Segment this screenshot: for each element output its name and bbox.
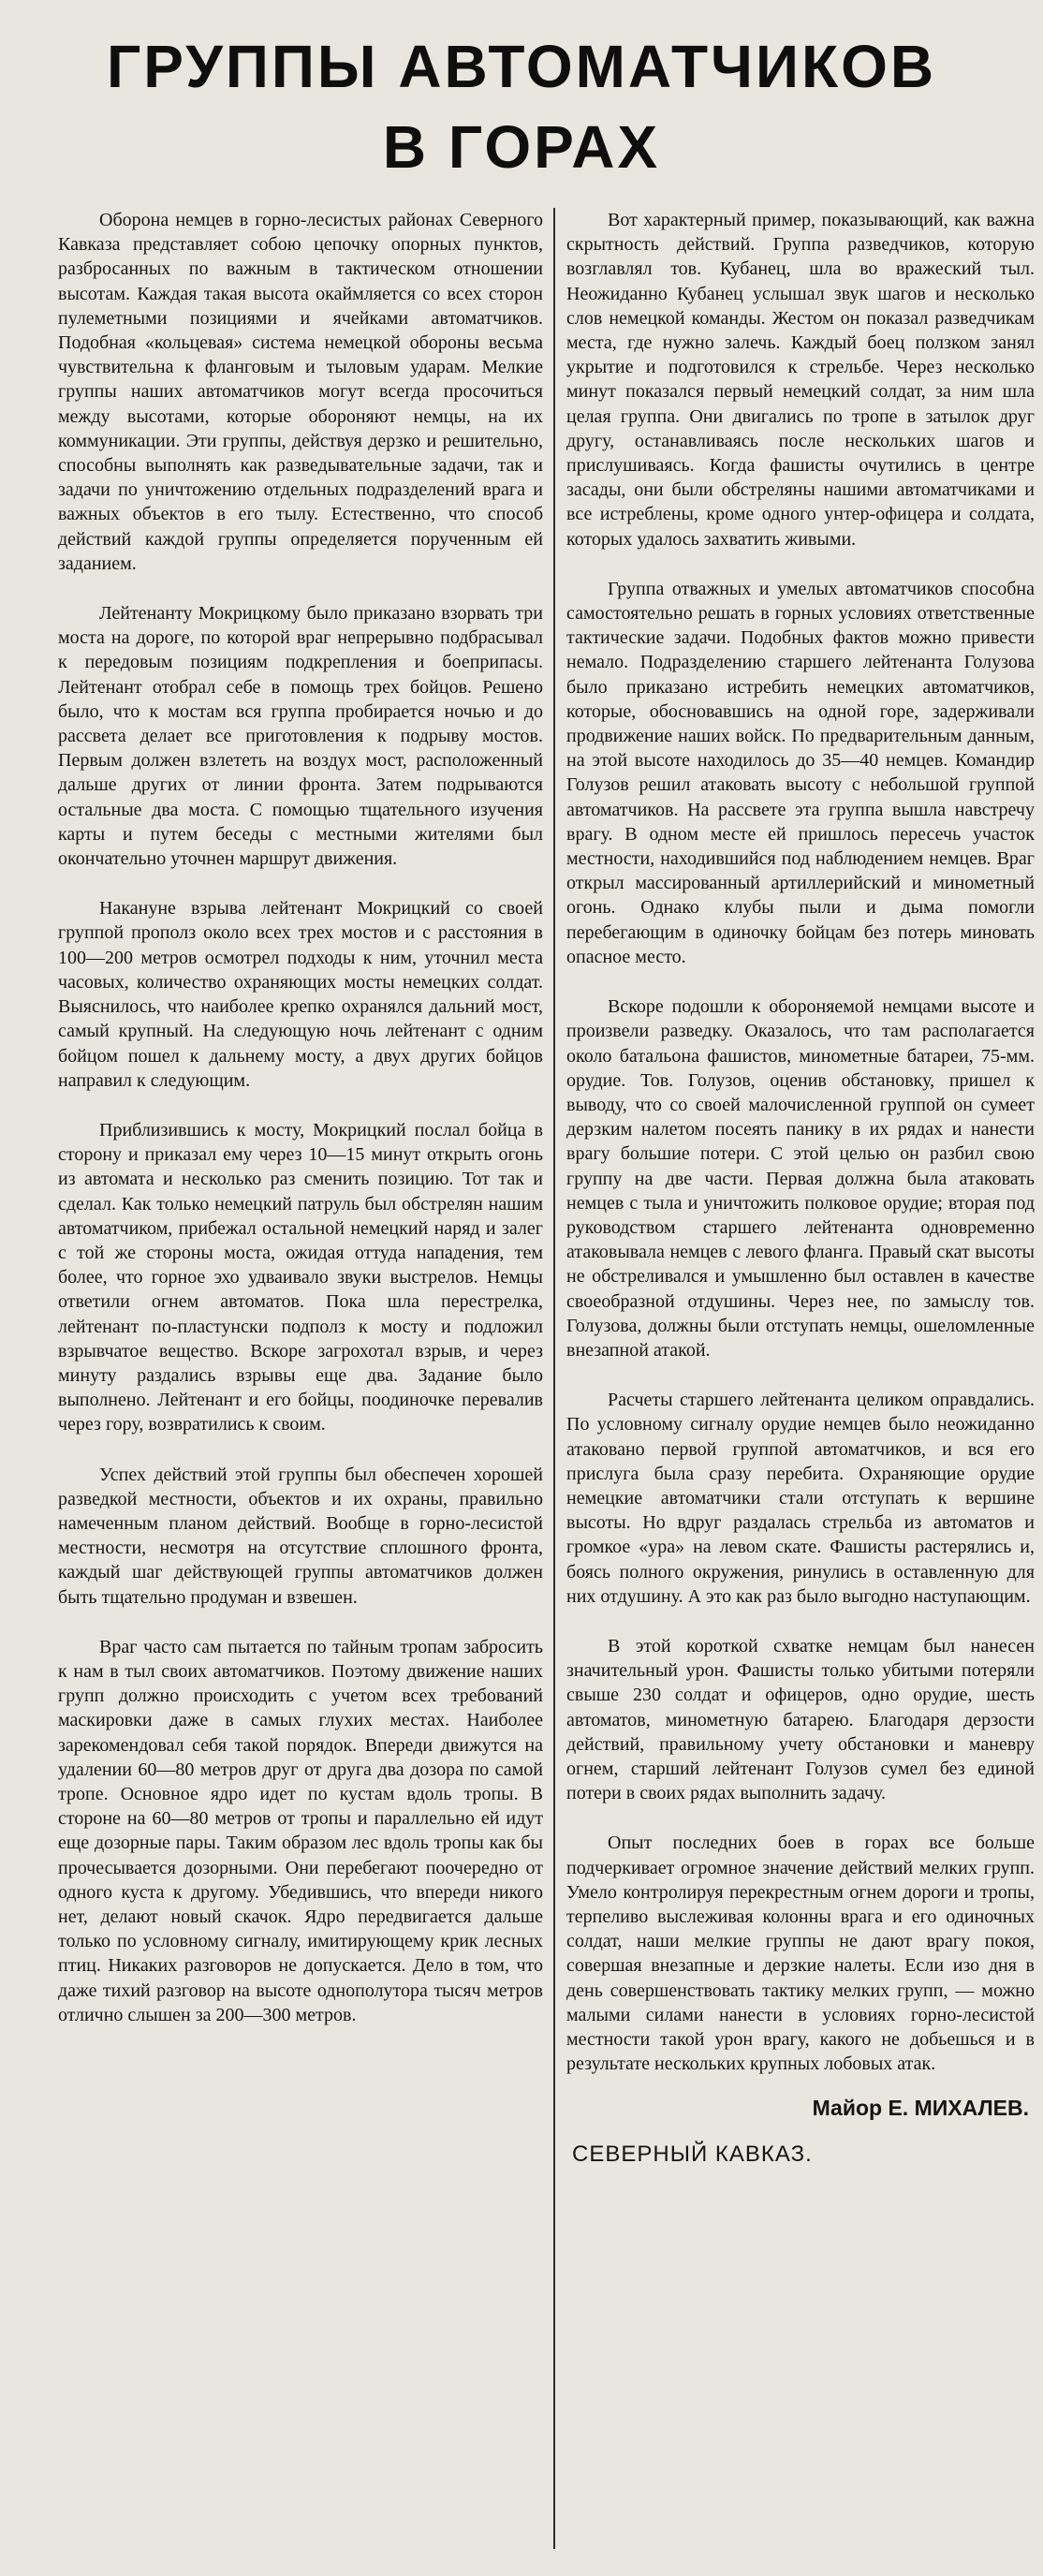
paragraph: Вскоре подошли к обороняемой немцами высоте и произвели разведку. Оказалось, что там располагается около батальона фашистов, минометные батареи, 75-мм. орудие. Тов. Голузов, оценив обстановку, пришел к выводу, что со своей малочисленной группой он сумеет дерзким налетом посеять панику в их рядах и нанести врагу большие потери. С этой целью он разбил свою группу на две части. Первая должна была атаковать немцев с тыла и уничтожить полковое орудие; вторая под руководством старшего лейтенанта одновременно атаковывала немцев с левого фланга. Правый скат высоты не обстреливался и умышленно был оставлен в качестве своеобразной отдушины. Через нее, по замыслу тов. Голузова, должны были отступать немцы, ошеломленные внезапной атакой.	[566, 996, 1035, 1361]
paragraph: Вот характерный пример, показывающий, как важна скрытность действий. Группа разведчиков, которую возглавлял тов. Кубанец, шла во вражеский тыл. Неожиданно Кубанец услышал звук шагов и несколько слов немецкой команды. Жестом он показал разведчикам места, где нужно залечь. Каждый боец ползком занял укрытие и подготовился к стрельбе. Через несколько минут показался первый немецкий солдат, за ним шла целая группа. Они двигались по тропе в затылок друг другу, останавливаясь после нескольких шагов и прислушиваясь. Когда фашисты очутились в центре засады, они были обстреляны нашими автоматчиками и все истреблены, кроме одного унтер-офицера и солдата, которых удалось захватить живыми.	[566, 210, 1035, 550]
paragraph: Лейтенанту Мокрицкому было приказано взорвать три моста на дороге, по которой враг непрерывно подбрасывал к передовым позициям подкрепления и боеприпасы. Лейтенант отобрал себе в помощь трех бойцов. Решено было, что к мостам вся группа пробирается ночью и до рассвета делает все приготовления к подрыву мостов. Первым должен взлететь на воздух мост, расположенный дальше других от линии фронта. Затем подрываются остальные два моста. С помощью тщательного изучения карты и путем беседы с местными жителями был окончательно уточнен маршрут движения.	[58, 603, 543, 870]
paragraph: Враг часто сам пытается по тайным тропам забросить к нам в тыл своих автоматчиков. Поэтому движение наших групп должно происходить с учетом всех требований маскировки даже в самых глухих местах. Наиболее зарекомендовал себя такой порядок. Впереди движутся на удалении 60—80 метров друг от друга два дозора по самой тропе. Основное ядро идет по кустам вдоль тропы. В стороне на 60—80 метров от тропы и параллельно ей идут еще дозорные пары. Таким образом лес вдоль тропы как бы прочесывается дозорными. Они перебегают поочередно от одного куста к другому. Убедившись, что впереди никого нет, делают новый скачок. Ядро передвигается дальше только по условному сигналу, имитирующему крик лесных птиц. Никаких разговоров не допускается. Дело в том, что даже тихий разговор на высоте однополутора тысяч метров отлично слышен за 200—300 метров.	[58, 1636, 543, 2025]
headline-line-1: ГРУППЫ АВТОМАТЧИКОВ	[106, 33, 937, 100]
paragraph: Оборона немцев в горно-лесистых районах Северного Кавказа представляет собою цепочку опорных пунктов, разбросанных по важным в тактическом отношении высотам. Каждая такая высота окаймляется со всех сторон пулеметными позициями и ячейками автоматчиков. Подобная «кольцевая» система немецкой обороны весьма чувствительна к фланговым и тыловым ударам. Мелкие группы наших автоматчиков могут всегда просочиться между высотами, которые обороняют немцы, на их коммуникации. Эти группы, действуя дерзко и решительно, способны выполнять как разведывательные задачи, так и задачи по уничтожению отдельных подразделений врага и важных объектов в его тылу. Естественно, что способ действий каждой группы определяется порученным ей заданием.	[58, 210, 543, 574]
right-column	[566, 208, 1035, 2168]
paragraph: Накануне взрыва лейтенант Мокрицкий со своей группой прополз около всех трех мостов и с расстояния в 100—200 метров осмотрел подходы к ним, уточнил места часовых, количество охраняющих мосты немецких солдат. Выяснилось, что наиболее крепко охранялся дальний мост, самый крупный. На следующую ночь лейтенант с одним бойцом пошел к дальнему мосту, а двух других бойцов направил к следующим.	[58, 898, 543, 1091]
paragraph: Группа отважных и умелых автоматчиков способна самостоятельно решать в горных условиях ответственные тактические задачи. Подобных фактов можно привести немало. Подразделению старшего лейтенанта Голузова было приказано истребить немецких автоматчиков, которые, обосновавшись на одной горе, задерживали продвижение наших войск. По предварительным данным, на этой высоте находилось до 35—40 немцев. Командир Голузов решил атаковать высоту с небольшой группой автоматчиков. На рассвете эта группа вышла навстречу врагу. В одном месте ей пришлось пересечь участок местности, находившийся под наблюдением немцев. Враг открыл массированный артиллерийский и минометный огонь. Однако клубы пыли и дыма помогли перебегающим в одиночку бойцам без потерь миновать опасное место.	[566, 578, 1035, 967]
author-signature: Майор Е. МИХАЛЕВ.	[812, 2096, 1029, 2121]
paragraph: Расчеты старшего лейтенанта целиком оправдались. По условному сигналу орудие немцев было неожиданно атаковано первой группой автоматчиков, и вся его прислуга была сразу перебита. Охраняющие орудие немецкие автоматчики стали отступать к вершине высоты. Но вдруг раздалась стрельба из автоматов и громкое «ура» на левом скате. Фашисты растерялись и, боясь полного окружения, ринулись в оставленную для них отдушину. А это как раз было выгодно наступающим.	[566, 1390, 1035, 1607]
left-column	[58, 208, 543, 2053]
paragraph: В этой короткой схватке немцам был нанесен значительный урон. Фашисты только убитыми потеряли свыше 230 солдат и офицеров, одно орудие, шесть автоматов, минометную батарею. Благодаря дерзости действий, правильному учету обстановки и маневру огнем, старший лейтенант Голузов сумел без единой потери в своих рядах выполнить задачу.	[566, 1635, 1035, 1804]
paragraph: Опыт последних боев в горах все больше подчеркивает огромное значение действий мелких групп. Умело контролируя перекрестным огнем дороги и тропы, терпеливо выслеживая колонны врага и его одиночных солдат, наши мелкие группы не дают врагу покоя, совершая внезапные и дерзкие налеты. Если изо дня в день совершенствовать тактику мелких групп, — можно малыми силами нанести в условиях горно-лесистой местности такой урон врагу, какого не добьешься и в результате нескольких крупных лобовых атак.	[566, 1833, 1035, 2075]
headline	[0, 26, 1043, 187]
paragraph: Успех действий этой группы был обеспечен хорошей разведкой местности, объектов и их охраны, правильно намеченным планом действий. Вообще в горно-лесистой местности, несмотря на отсутствие сплошного фронта, каждый шаг действующей группы автоматчиков должен быть тщательно продуман и взвешен.	[58, 1464, 543, 1608]
region-dateline: СЕВЕРНЫЙ КАВКАЗ.	[572, 2142, 813, 2168]
paragraph: Приблизившись к мосту, Мокрицкий послал бойца в сторону и приказал ему через 10—15 минут открыть огонь из автомата и несколько раз сменить позицию. Тот так и сделал. Как только немецкий патруль был обстрелян нашим автоматчиком, прибежал остальной немецкий наряд и залег с той же стороны моста, ожидая оттуда нападения, тем более, что горное эхо удваивало звуки выстрелов. Немцы ответили огнем автоматов. Пока шла перестрелка, лейтенант по-пластунски подполз к мосту и подложил взрывчатое вещество. Вскоре загрохотал взрыв, и через минуту раздались взрывы еще два. Задание было выполнено. Лейтенант и его бойцы, поодиночке перевалив через гору, возвратились к своим.	[58, 1119, 543, 1435]
column-divider	[553, 208, 555, 2549]
headline-line-2: В ГОРАХ	[382, 113, 661, 181]
